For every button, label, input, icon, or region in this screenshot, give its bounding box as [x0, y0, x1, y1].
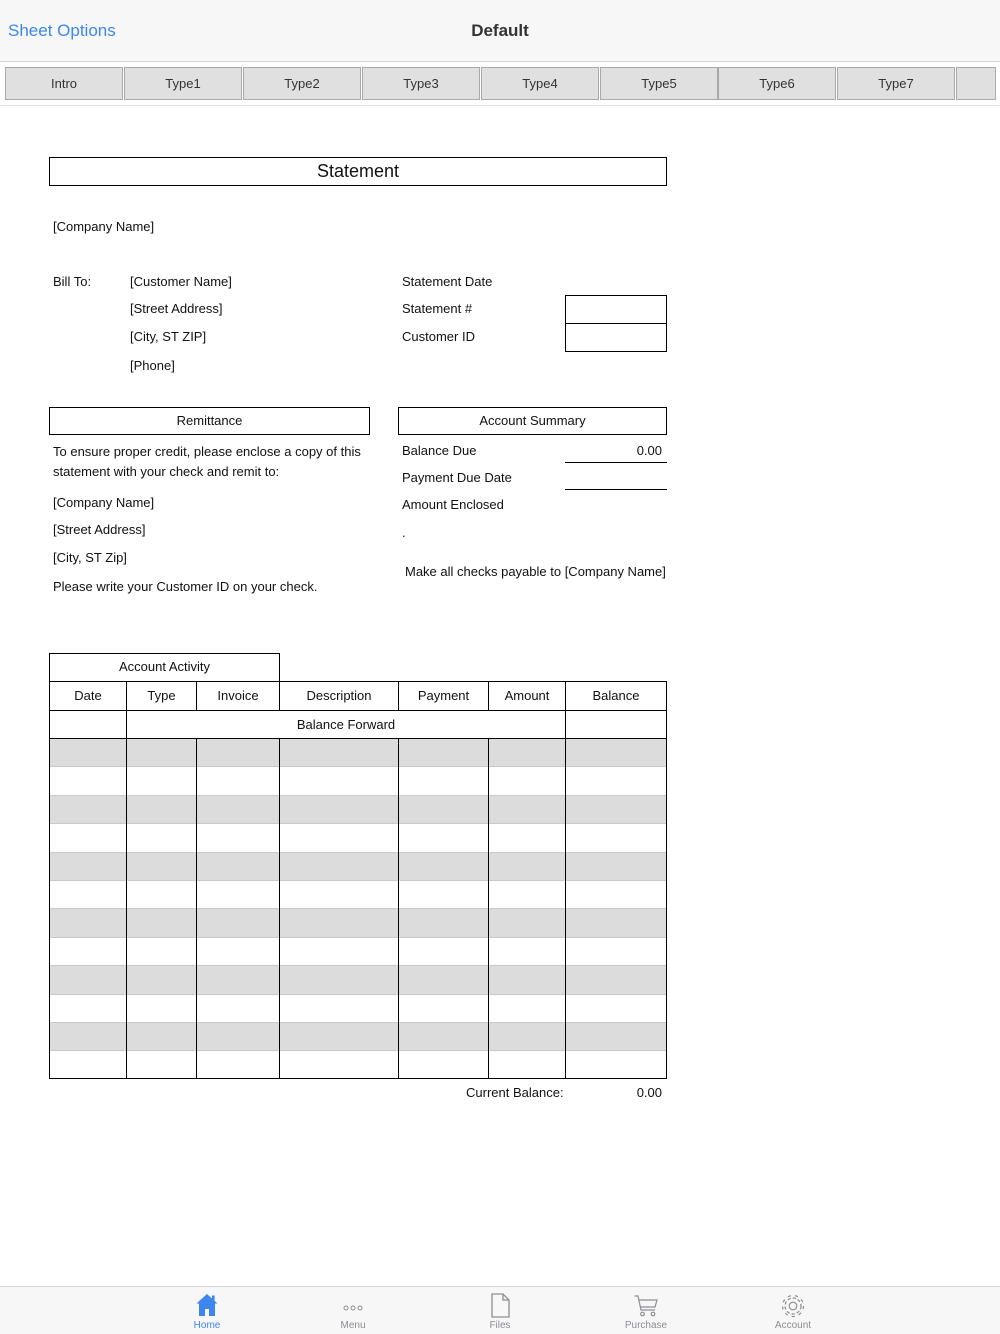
tab-type1[interactable]: Type1 [124, 67, 242, 100]
amount-enclosed-label: Amount Enclosed [402, 497, 504, 512]
payment-due-date-underline [565, 489, 667, 490]
company-name: [Company Name] [53, 219, 155, 234]
col-header-invoice: Invoice [217, 688, 259, 703]
tabbar-purchase-label: Purchase [624, 1320, 668, 1331]
statement-number-label: Statement # [402, 301, 473, 316]
sheet-options-button[interactable]: Sheet Options [8, 21, 116, 40]
tabbar-files-label: Files [489, 1320, 511, 1331]
tab-type2[interactable]: Type2 [243, 67, 361, 100]
col-divider-date [126, 681, 127, 1079]
tab-type4[interactable]: Type4 [481, 67, 599, 100]
balance-due-underline [565, 462, 667, 463]
col-header-description: Description [306, 688, 372, 703]
balance-due-label: Balance Due [402, 443, 477, 458]
spreadsheet-sheet[interactable] [0, 106, 1000, 1286]
page-title: Default [471, 21, 529, 40]
cart-icon [634, 1292, 658, 1318]
sheet-tab-strip [0, 62, 1000, 106]
balance-forward-label: Balance Forward [296, 717, 396, 732]
remittance-text-line1: To ensure proper credit, please enclose a copy of this [53, 444, 361, 459]
tab-type6[interactable]: Type6 [718, 67, 836, 100]
col-divider-description [398, 738, 399, 1079]
payment-due-date-label: Payment Due Date [402, 470, 512, 485]
customer-phone: [Phone] [130, 358, 175, 373]
tab-type7[interactable]: Type7 [837, 67, 955, 100]
customer-id-label: Customer ID [402, 329, 475, 344]
tabbar-account-label: Account [774, 1320, 812, 1331]
tabbar-menu[interactable] [308, 1287, 398, 1334]
account-activity-header: Account Activity [49, 653, 280, 682]
summary-dot: . [402, 525, 406, 540]
col-header-amount: Amount [504, 688, 550, 703]
tabbar-account[interactable] [748, 1287, 838, 1334]
current-balance-label: Current Balance: [466, 1085, 564, 1100]
tab-type3[interactable]: Type3 [362, 67, 480, 100]
gear-icon [781, 1292, 805, 1318]
col-divider-type [196, 738, 197, 1079]
tabbar-home[interactable] [162, 1287, 252, 1334]
bottom-tab-bar [0, 1286, 1000, 1334]
file-icon [488, 1292, 512, 1318]
statement-number-field[interactable] [565, 295, 667, 324]
tab-type5[interactable]: Type5 [600, 67, 718, 100]
remit-street-address: [Street Address] [53, 522, 146, 537]
payable-note: Make all checks payable to [Company Name] [405, 564, 666, 579]
customer-name: [Customer Name] [130, 274, 232, 289]
customer-street-address: [Street Address] [130, 301, 223, 316]
tab-intro[interactable]: Intro [5, 67, 123, 100]
header-row-divider [49, 710, 667, 711]
col-header-date: Date [74, 688, 102, 703]
remittance-header: Remittance [49, 407, 370, 435]
activity-table-border [49, 681, 667, 1079]
col-divider-invoice [279, 738, 280, 1079]
remit-company-name: [Company Name] [53, 495, 155, 510]
tab-overflow[interactable] [956, 67, 996, 100]
current-balance-value: 0.00 [636, 1085, 662, 1100]
col-header-balance: Balance [592, 688, 640, 703]
tabbar-files[interactable] [455, 1287, 545, 1334]
account-summary-header: Account Summary [398, 407, 667, 435]
tabbar-purchase[interactable] [601, 1287, 691, 1334]
balance-due-value: 0.00 [636, 443, 662, 458]
home-icon [195, 1292, 219, 1318]
col-divider-payment [488, 738, 489, 1079]
remit-customer-id-note: Please write your Customer ID on your check. [53, 579, 318, 594]
remit-city-st-zip: [City, ST Zip] [53, 550, 127, 565]
more-icon [341, 1292, 365, 1318]
col-header-type: Type [147, 688, 176, 703]
customer-id-field[interactable] [565, 323, 667, 352]
tabbar-menu-label: Menu [340, 1320, 366, 1331]
customer-city-st-zip: [City, ST ZIP] [130, 329, 207, 344]
tabbar-home-label: Home [193, 1320, 221, 1331]
balance-forward-divider [49, 738, 667, 739]
navigation-bar [0, 0, 1000, 62]
statement-title: Statement [49, 157, 667, 186]
statement-date-label: Statement Date [402, 274, 493, 289]
bill-to-label: Bill To: [53, 274, 92, 289]
col-divider-amount [565, 681, 566, 1079]
col-header-payment: Payment [417, 688, 470, 703]
remittance-text-line2: statement with your check and remit to: [53, 464, 280, 479]
